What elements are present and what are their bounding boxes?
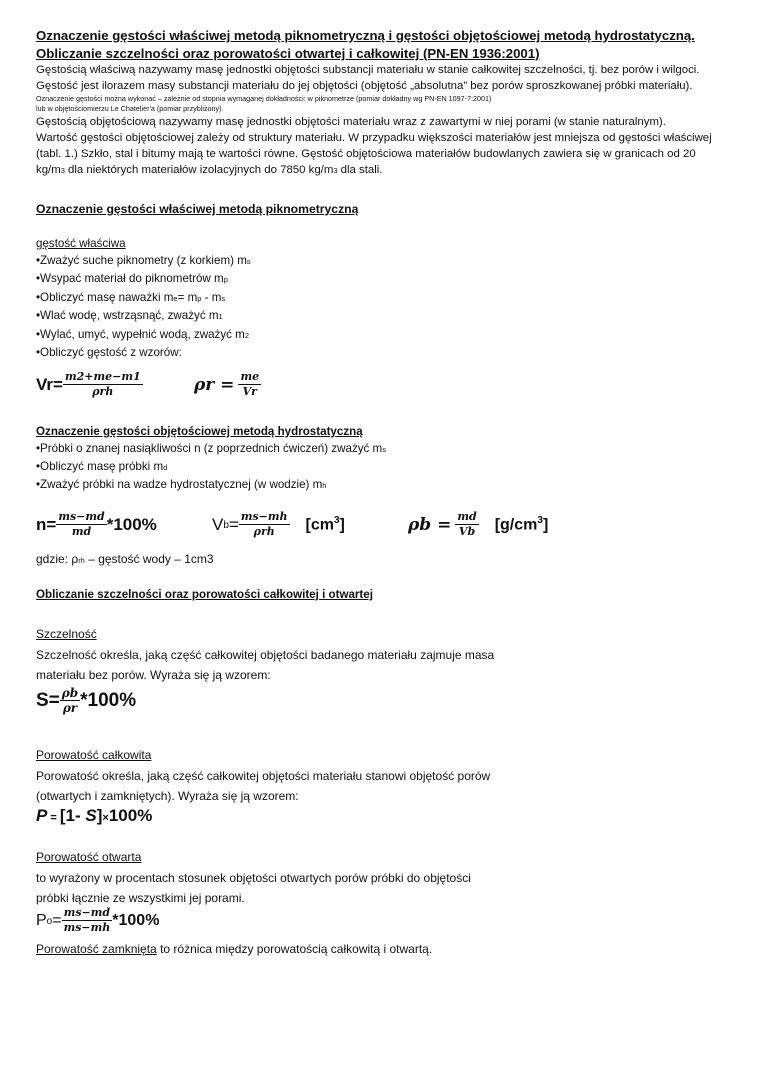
note-line-1: Oznaczenie gęstości można wykonać – zależnie od stopnia wymaganej dokładności: w piknometrze (pomiar dokładny wg PN-EN 1097-7:2001): [36, 94, 492, 103]
formula-vr: Vr= $\frac{m2+me-m1}{\text{ρrh}}$: [36, 370, 141, 398]
intro-line-2: Gęstość jest ilorazem masy substancji materiału do jej objętości (objętość „absolutna” bez porów sproszkowanej próbki materiału).: [36, 80, 693, 92]
list-item: •Obliczyć masę naważki me= mp - ms: [36, 290, 226, 304]
list-item: •Zważyć próbki na wadze hydrostatycznej (w wodzie) mh: [36, 478, 327, 491]
intro2-line-4: kg/m3 dla niektórych materiałów izolacyjnych do 7850 kg/m3 dla stali.: [36, 164, 383, 176]
document-title: Oznaczenie gęstości właściwej metodą piknometryczną i gęstości objętościowej metodą hydrostatyczną.: [36, 28, 695, 43]
pycnometer-steps: [36, 252, 251, 361]
total-porosity-text: Porowatość określa, jaką część całkowitej objętości materiału stanowi objętość porów (otwartych i zamkniętych). Wyraża się ją wzorem:: [36, 769, 491, 803]
intro2-line-1: Gęstością objętościową nazywamy masę jednostki objętości materiału wraz z zawartymi w niej porami (w stanie naturalnym).: [36, 116, 666, 128]
formula-rho-r: ρr = $\frac{me}{Vr}$: [194, 370, 260, 398]
intro-line-1: Gęstością właściwą nazywamy masę jednostki objętości substancji materiału w stanie całkowitej szczelności, tj. bez porów i wilgoci.: [36, 64, 700, 76]
formula-rho-b: ρb = $\frac{md}{Vb}$ $[g/cm^3]$: [408, 510, 549, 538]
list-item: •Obliczyć masę próbki md: [36, 460, 168, 473]
total-porosity-title: Porowatość całkowita: [36, 748, 152, 762]
tightness-title: Szczelność: [36, 627, 97, 641]
open-porosity-text: to wyrażony w procentach stosunek objętości otwartych porów próbki do objętości próbki łącznie ze wszystkimi jej porami.: [36, 871, 471, 905]
list-item: •Wsypać materiał do piknometrów mp: [36, 272, 228, 286]
open-porosity-title: Porowatość otwarta: [36, 850, 142, 864]
list-item: •Obliczyć gęstość z wzorów:: [36, 346, 182, 360]
vb-unit: $[cm^3]$: [305, 514, 345, 534]
section-hydrostatic-heading: Oznaczenie gęstości objętościowej metodą hydrostatyczną: [36, 425, 363, 438]
section-porosity-heading: Obliczanie szczelności oraz porowatości całkowitej i otwartej: [36, 588, 373, 601]
formula-p: P = [1- S]×100%: [36, 806, 153, 825]
note-line-2: lub w objętościomierzu Le Chatelier'a (pomiar przybliżony).: [36, 104, 224, 113]
formula-s: S= $\frac{\rho b}{\rho r}$ *100%: [36, 686, 137, 715]
document-subtitle: Obliczanie szczelności oraz porowatości otwartej i całkowitej (PN-EN 1936:2001): [36, 46, 540, 61]
list-item: •Zważyć suche piknometry (z korkiem) ms: [36, 254, 251, 267]
intro2-line-3: (tabl. 1.) Szkło, stal i bitumy mają te wartości równe. Gęstość objętościowa materiałów budowlanych zawiera się w granicach od 20: [36, 148, 696, 160]
header: [36, 27, 736, 179]
closed-porosity-line: Porowatość zamknięta to różnica między porowatością całkowitą i otwartą.: [36, 942, 433, 956]
list-item: •Wylać, umyć, wypełnić wodą, zważyć m2: [36, 327, 250, 341]
tightness-text: Szczelność określa, jaką część całkowitej objętości badanego materiału zajmuje masa materiału bez porów. Wyraża się ją wzorem:: [36, 648, 495, 682]
formula-po: P o = $\frac{ms-md}{ms-mh}$ *100%: [36, 906, 160, 934]
formula-vb: V b = $\frac{ms-mh}{\text{ρrh}}$ $[cm^3]$: [212, 510, 345, 538]
section-pycnometer-heading: Oznaczenie gęstości właściwej metodą piknometryczną: [36, 202, 359, 216]
closed-porosity-title: Porowatość zamknięta: [36, 942, 157, 956]
rho-b-unit: $[g/cm^3]$: [494, 514, 549, 534]
intro2-line-2: Wartość gęstości objętościowej zależy od struktury materiału. W przypadku większości materiałów jest mniejsza od gęstości właściwej: [36, 132, 712, 144]
list-item: •Wlać wodę, wstrząsnąć, zważyć m1: [36, 309, 223, 323]
water-density-note: gdzie: ρrh – gęstość wody – 1cm3: [36, 552, 214, 566]
formula-n: n= $\frac{ms-md}{md}$ *100%: [36, 510, 157, 538]
hydrostatic-steps: [36, 440, 386, 494]
list-item: •Próbki o znanej nasiąkliwości n (z poprzednich ćwiczeń) zważyć ms: [36, 442, 386, 455]
specific-density-label: gęstość właściwa: [36, 237, 126, 250]
